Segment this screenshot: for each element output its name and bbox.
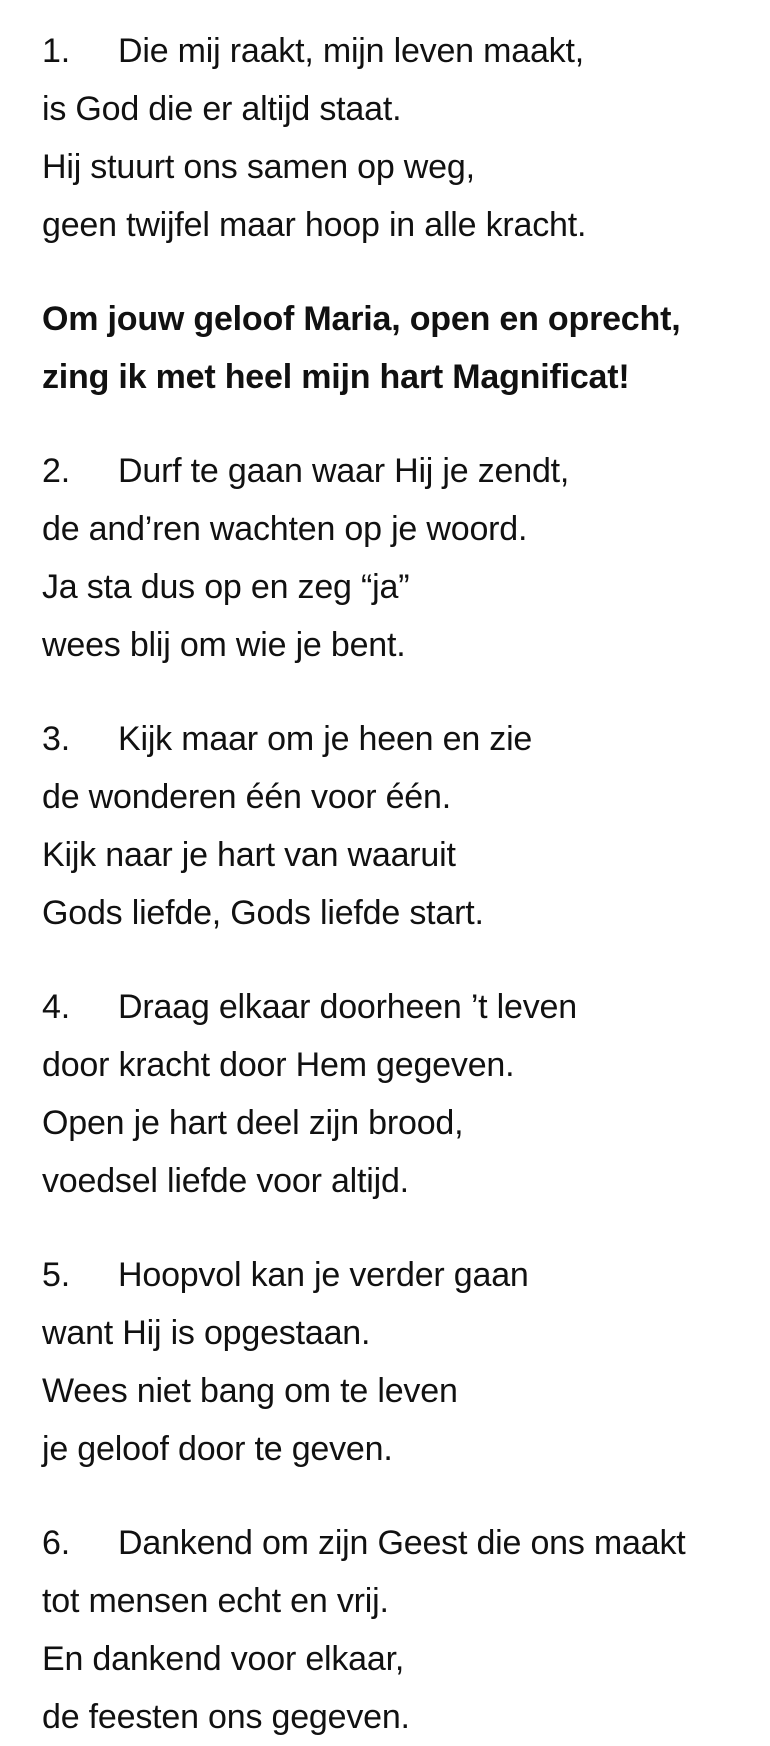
verse-1 — [42, 22, 762, 254]
verse-line-text: Draag elkaar doorheen ’t leven — [118, 988, 577, 1026]
verse-line: want Hij is opgestaan. — [42, 1314, 371, 1352]
verse-2 — [42, 442, 762, 674]
refrain-line: zing ik met heel mijn hart Magnificat! — [42, 358, 630, 396]
verse-line: voedsel liefde voor altijd. — [42, 1162, 409, 1200]
verse-line — [42, 978, 762, 1036]
verse-line-text: Die mij raakt, mijn leven maakt, — [118, 32, 584, 70]
verse-6 — [42, 1514, 762, 1746]
refrain-line: Om jouw geloof Maria, open en oprecht, — [42, 300, 681, 338]
verse-number: 6. — [42, 1524, 70, 1562]
verse-line: Wees niet bang om te leven — [42, 1372, 458, 1410]
verse-line: wees blij om wie je bent. — [42, 626, 406, 664]
verse-line-text: Hoopvol kan je verder gaan — [118, 1256, 529, 1294]
verse-line: Kijk naar je hart van waaruit — [42, 836, 456, 874]
verse-line-text: Durf te gaan waar Hij je zendt, — [118, 452, 570, 490]
verse-line: de and’ren wachten op je woord. — [42, 510, 528, 548]
verse-line-text: Kijk maar om je heen en zie — [118, 720, 533, 758]
verse-line — [42, 22, 762, 80]
verse-number: 5. — [42, 1256, 70, 1294]
verse-line: geen twijfel maar hoop in alle kracht. — [42, 206, 587, 244]
song-lyrics — [42, 22, 762, 1746]
verse-3 — [42, 710, 762, 942]
verse-4 — [42, 978, 762, 1210]
verse-number: 2. — [42, 452, 70, 490]
refrain — [42, 290, 762, 406]
verse-line: is God die er altijd staat. — [42, 90, 402, 128]
verse-line — [42, 1246, 762, 1304]
verse-line: Ja sta dus op en zeg “ja” — [42, 568, 410, 606]
verse-line: Hij stuurt ons samen op weg, — [42, 148, 475, 186]
verse-line: Gods liefde, Gods liefde start. — [42, 894, 484, 932]
verse-line: de feesten ons gegeven. — [42, 1698, 410, 1736]
verse-line: En dankend voor elkaar, — [42, 1640, 405, 1678]
verse-line — [42, 1514, 762, 1572]
verse-line: Open je hart deel zijn brood, — [42, 1104, 464, 1142]
verse-number: 4. — [42, 988, 70, 1026]
verse-5 — [42, 1246, 762, 1478]
verse-line: door kracht door Hem gegeven. — [42, 1046, 515, 1084]
verse-line: tot mensen echt en vrij. — [42, 1582, 389, 1620]
verse-line: je geloof door te geven. — [42, 1430, 393, 1468]
verse-line — [42, 710, 762, 768]
verse-number: 3. — [42, 720, 70, 758]
verse-line: de wonderen één voor één. — [42, 778, 451, 816]
verse-line — [42, 442, 762, 500]
verse-number: 1. — [42, 32, 70, 70]
verse-line-text: Dankend om zijn Geest die ons maakt — [118, 1524, 686, 1562]
